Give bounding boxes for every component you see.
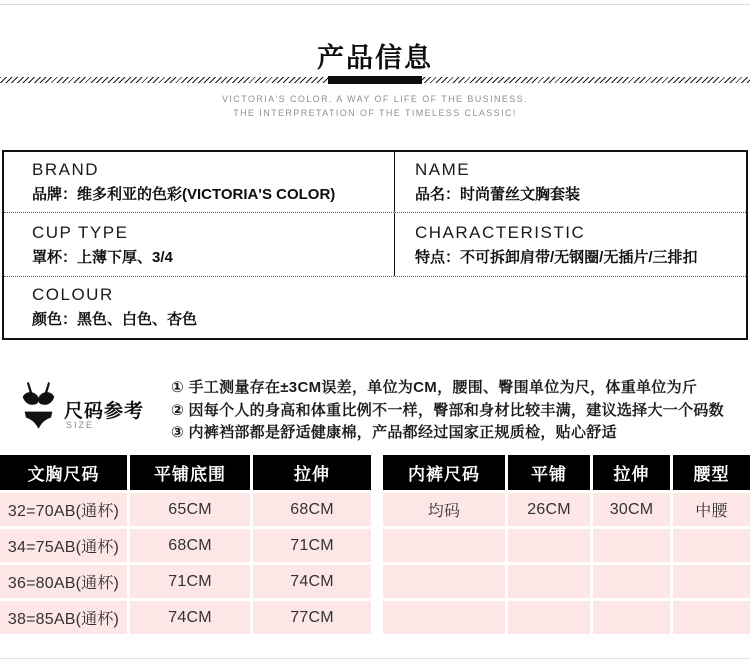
panty-table-cell-empty <box>673 601 750 634</box>
bra-table-cell: 68CM <box>253 493 371 526</box>
panty-table-cell-empty <box>383 565 505 598</box>
center-black-bar <box>328 76 422 84</box>
bra-table-cell: 71CM <box>130 565 250 598</box>
panty-table-cell-empty <box>593 529 670 562</box>
bra-table-cell: 36=80AB(通杯) <box>0 565 127 598</box>
size-note-2: ② 因每个人的身高和体重比例不一样，臀部和身材比较丰满，建议选择大一个码数 <box>171 401 724 419</box>
panty-table-cell: 均码 <box>383 493 505 526</box>
panty-table-cell-empty <box>593 601 670 634</box>
panty-table-cell-empty <box>383 529 505 562</box>
name-value: 品名：时尚蕾丝文胸套装 <box>415 186 581 203</box>
characteristic-label: CHARACTERISTIC <box>415 222 586 242</box>
tagline-line-2: THE INTERPRETATION OF THE TIMELESS CLASSIC! <box>233 108 517 118</box>
decorative-rule <box>0 76 750 84</box>
spec-cell-name <box>394 152 746 212</box>
cup-type-value: 罩杯：上薄下厚、3/4 <box>32 248 173 266</box>
top-divider <box>0 4 750 5</box>
panty-table-cell-empty <box>673 565 750 598</box>
panty-table-header-waist: 腰型 <box>673 455 750 490</box>
panty-table-header-flat: 平铺 <box>508 455 590 490</box>
brand-tagline <box>0 92 750 120</box>
bottom-divider <box>0 658 750 659</box>
colour-label: COLOUR <box>32 285 114 304</box>
bra-table-cell: 34=75AB(通杯) <box>0 529 127 562</box>
bra-table-cell: 68CM <box>130 529 250 562</box>
tagline-line-1: VICTORIA'S COLOR. A WAY OF LIFE OF THE BUSINESS. <box>222 94 528 104</box>
bra-table-cell: 65CM <box>130 493 250 526</box>
bra-table-cell: 74CM <box>130 601 250 634</box>
bra-table-cell: 71CM <box>253 529 371 562</box>
lingerie-set-icon <box>20 382 57 432</box>
spec-cell-cup-type <box>4 213 394 276</box>
bra-table-cell: 77CM <box>253 601 371 634</box>
product-spec-table <box>2 150 748 340</box>
bra-size-table <box>0 455 371 634</box>
panty-table-cell-empty <box>593 565 670 598</box>
panty-table-cell-empty <box>383 601 505 634</box>
spec-cell-characteristic <box>394 213 746 276</box>
characteristic-value: 特点：不可拆卸肩带/无钢圈/无插片/三排扣 <box>415 248 698 266</box>
size-reference-title: 尺码参考 <box>64 401 145 422</box>
brand-label: BRAND <box>32 160 100 179</box>
panty-size-table <box>383 455 750 634</box>
colour-value: 颜色：黑色、白色、杏色 <box>32 311 198 328</box>
spec-cell-brand <box>4 152 394 212</box>
panty-table-cell: 中腰 <box>673 493 750 526</box>
bra-table-cell: 38=85AB(通杯) <box>0 601 127 634</box>
page-title: 产品信息 <box>317 43 433 73</box>
size-note-3: ③ 内裤裆部都是舒适健康棉，产品都经过国家正规质检，贴心舒适 <box>171 424 617 441</box>
bra-table-cell: 32=70AB(通杯) <box>0 493 127 526</box>
size-note-1: ① 手工测量存在±3CM误差，单位为CM，腰围、臀围单位为尺，体重单位为斤 <box>171 379 698 396</box>
bra-table-cell: 74CM <box>253 565 371 598</box>
bra-table-header-size: 文胸尺码 <box>0 455 127 490</box>
panty-table-cell-empty <box>508 529 590 562</box>
cup-type-label: CUP TYPE <box>32 222 129 242</box>
size-notes <box>171 377 724 445</box>
size-reference-subtitle: SIZE <box>66 420 95 430</box>
panty-table-cell: 30CM <box>593 493 670 526</box>
spec-row-colour <box>4 277 746 337</box>
bra-table-header-stretch: 拉伸 <box>253 455 371 490</box>
panty-table-header-stretch: 拉伸 <box>593 455 670 490</box>
panty-table-cell-empty <box>508 565 590 598</box>
size-reference-section <box>0 370 750 448</box>
brand-value: 品牌：维多利亚的色彩(VICTORIA'S COLOR) <box>32 186 336 203</box>
panty-table-header-size: 内裤尺码 <box>383 455 505 490</box>
spec-row-cup-characteristic <box>4 213 746 277</box>
bra-table-header-flat: 平铺底围 <box>130 455 250 490</box>
spec-row-brand-name <box>4 152 746 213</box>
panty-table-cell-empty <box>673 529 750 562</box>
name-label: NAME <box>415 160 471 179</box>
panty-table-cell-empty <box>508 601 590 634</box>
panty-table-cell: 26CM <box>508 493 590 526</box>
spec-cell-colour <box>4 277 746 337</box>
